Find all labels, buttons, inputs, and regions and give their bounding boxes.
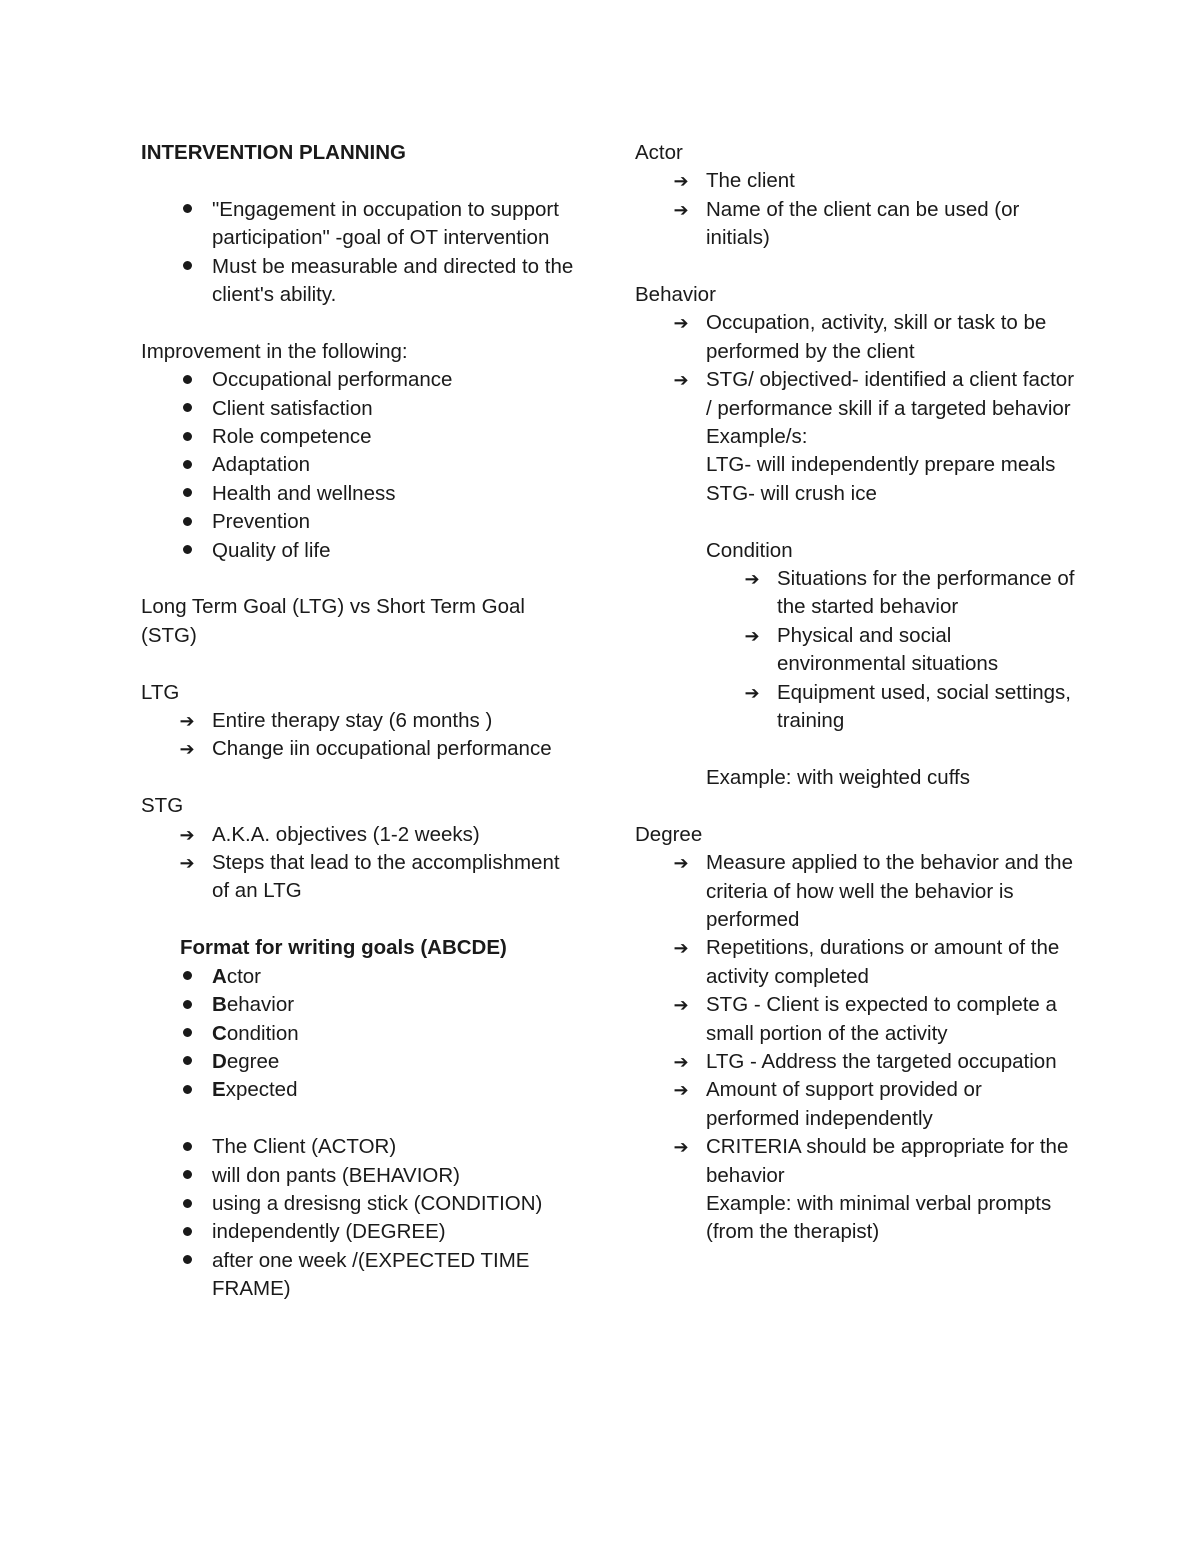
list-item: Degree: [141, 1048, 581, 1076]
bullet-icon: [183, 403, 192, 412]
arrow-icon: ➔: [744, 625, 760, 646]
arrow-icon: ➔: [744, 569, 760, 590]
list-item: Occupational performance: [141, 366, 581, 394]
page-title: INTERVENTION PLANNING: [141, 141, 406, 164]
example-text: Example: with minimal verbal prompts (from the therapist): [706, 1191, 1052, 1244]
arrow-icon: ➔: [673, 938, 689, 959]
arrow-icon: ➔: [179, 824, 195, 845]
section-heading: LTG: [141, 680, 180, 704]
list-item: ➔ The client: [635, 167, 1075, 195]
list-item: ➔ Name of the client can be used (or initials): [635, 196, 1075, 253]
bullet-icon: [183, 375, 192, 384]
section-heading: Behavior: [635, 283, 716, 307]
list-item: Quality of life: [141, 537, 581, 565]
arrow-icon: ➔: [673, 1080, 689, 1101]
bullet-icon: [183, 1227, 192, 1236]
bullet-icon: [183, 1199, 192, 1208]
right-column: [635, 139, 1075, 1247]
bullet-icon: [183, 261, 192, 270]
arrow-icon: ➔: [179, 739, 195, 760]
bullet-icon: [183, 1085, 192, 1094]
section-heading: STG: [141, 794, 184, 818]
section-heading: Long Term Goal (LTG) vs Short Term Goal (STG): [141, 595, 525, 647]
list-item: ➔ Measure applied to the behavior and the criteria of how well the behavior is performed: [635, 849, 1075, 934]
list-item: ➔ Physical and social environmental situations: [635, 622, 1075, 679]
example-text: LTG- will independently prepare meals: [706, 453, 1056, 477]
list-item: ➔ Amount of support provided or performed independently: [635, 1076, 1075, 1133]
list-item: The Client (ACTOR): [141, 1133, 581, 1161]
list-item: Role competence: [141, 423, 581, 451]
left-column: [141, 139, 581, 1304]
list-item: ➔ Steps that lead to the accomplishment of an LTG: [141, 849, 581, 906]
list-item: Condition: [141, 1020, 581, 1048]
bullet-icon: [183, 517, 192, 526]
arrow-icon: ➔: [673, 313, 689, 334]
list-item: Behavior: [141, 991, 581, 1019]
arrow-icon: ➔: [673, 995, 689, 1016]
arrow-icon: ➔: [179, 853, 195, 874]
list-item: after one week /(EXPECTED TIME FRAME): [141, 1247, 581, 1304]
list-item: ➔ LTG - Address the targeted occupation: [635, 1048, 1075, 1076]
arrow-icon: ➔: [673, 1051, 689, 1072]
bullet-icon: [183, 1255, 192, 1264]
list-item: ➔ STG - Client is expected to complete a small portion of the activity: [635, 991, 1075, 1048]
list-item: ➔ Equipment used, social settings, training: [635, 679, 1075, 736]
section-heading: Actor: [635, 141, 683, 164]
list-item: Expected: [141, 1076, 581, 1104]
example-text: STG- will crush ice: [706, 481, 877, 505]
list-item: Health and wellness: [141, 480, 581, 508]
list-item: using a dresisng stick (CONDITION): [141, 1190, 581, 1218]
list-item: ➔ Occupation, activity, skill or task to be performed by the client: [635, 309, 1075, 366]
list-item: Adaptation: [141, 451, 581, 479]
example-label: Example/s:: [706, 425, 808, 449]
list-item: Actor: [141, 963, 581, 991]
arrow-icon: ➔: [673, 370, 689, 391]
arrow-icon: ➔: [179, 711, 195, 732]
arrow-icon: ➔: [673, 853, 689, 874]
list-item: ➔ Entire therapy stay (6 months ): [141, 707, 581, 735]
arrow-icon: ➔: [673, 199, 689, 220]
bullet-icon: [183, 460, 192, 469]
list-item: ➔ A.K.A. objectives (1-2 weeks): [141, 821, 581, 849]
example-text: Example: with weighted cuffs: [706, 765, 970, 789]
list-item: Prevention: [141, 508, 581, 536]
bullet-icon: [183, 1028, 192, 1037]
section-heading: Degree: [635, 822, 703, 846]
arrow-icon: ➔: [673, 1137, 689, 1158]
bullet-icon: [183, 1056, 192, 1065]
arrow-icon: ➔: [744, 682, 760, 703]
list-item: ➔ Change iin occupational performance: [141, 735, 581, 763]
bullet-icon: [183, 488, 192, 497]
list-item: ➔ Repetitions, durations or amount of the activity completed: [635, 934, 1075, 991]
list-item: Client satisfaction: [141, 395, 581, 423]
arrow-icon: ➔: [673, 171, 689, 192]
bullet-icon: [183, 432, 192, 441]
bullet-icon: [183, 1000, 192, 1009]
list-item: independently (DEGREE): [141, 1218, 581, 1246]
bullet-icon: [183, 1170, 192, 1179]
section-heading: Format for writing goals (ABCDE): [180, 936, 507, 960]
list-item: "Engagement in occupation to support participation" -goal of OT intervention: [141, 196, 581, 253]
list-item: ➔ STG/ objectived- identified a client factor / performance skill if a targeted behavior: [635, 366, 1075, 423]
list-item: ➔ CRITERIA should be appropriate for the behavior: [635, 1133, 1075, 1190]
bullet-icon: [183, 545, 192, 554]
bullet-icon: [183, 204, 192, 213]
section-heading: Improvement in the following:: [141, 339, 408, 363]
list-item: ➔ Situations for the performance of the started behavior: [635, 565, 1075, 622]
section-heading: Condition: [706, 538, 793, 562]
bullet-icon: [183, 971, 192, 980]
list-item: Must be measurable and directed to the client's ability.: [141, 253, 581, 310]
bullet-icon: [183, 1142, 192, 1151]
list-item: will don pants (BEHAVIOR): [141, 1162, 581, 1190]
